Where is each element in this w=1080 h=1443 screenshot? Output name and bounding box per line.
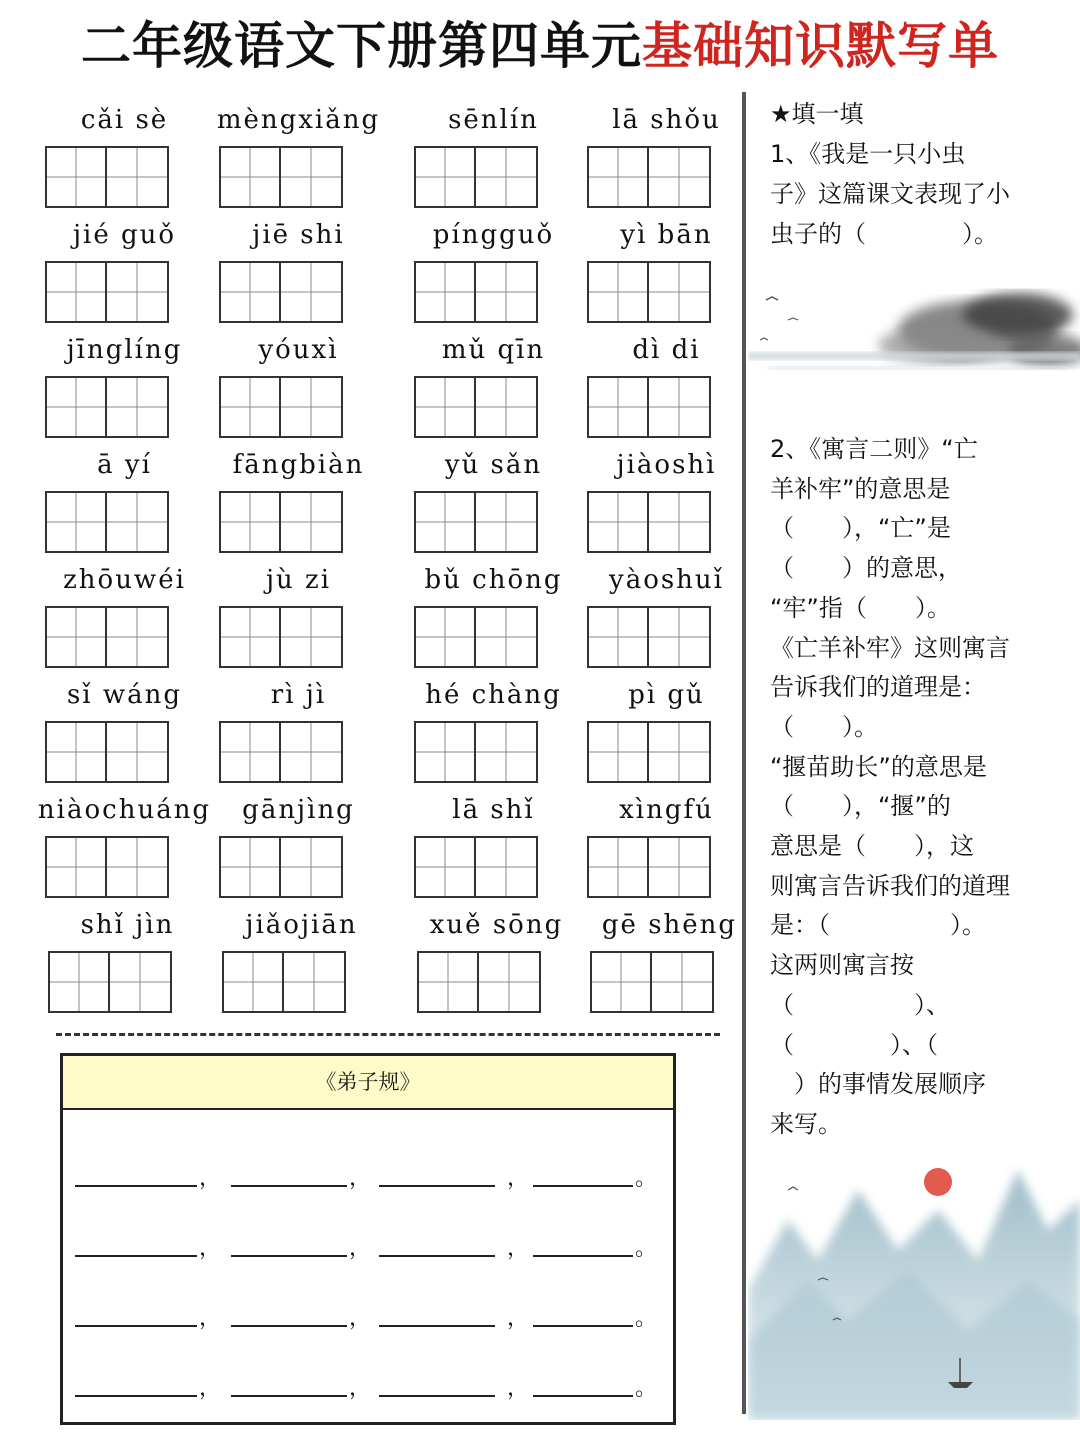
tianzige-box[interactable] [107, 491, 169, 553]
tianzige-box[interactable] [587, 721, 649, 783]
punctuation: ， [507, 1376, 530, 1401]
pinyin-label: jiē shi [252, 220, 345, 250]
tianzige-box-pair[interactable] [587, 146, 711, 208]
dashed-divider [56, 1033, 720, 1036]
tianzige-box-pair[interactable] [587, 261, 711, 323]
tianzige-box-pair[interactable] [45, 146, 169, 208]
punctuation: 。 [635, 1166, 658, 1191]
punctuation: ， [349, 1236, 372, 1261]
tianzige-box-pair[interactable] [219, 146, 343, 208]
q2-line: 《亡羊补牢》这则寓言 [770, 633, 1010, 662]
tianzige-box-pair[interactable] [587, 721, 711, 783]
tianzige-box[interactable] [107, 606, 169, 668]
q2-line: “揠苗助长”的意思是 [770, 752, 987, 781]
tianzige-box[interactable] [281, 721, 343, 783]
tianzige-box[interactable] [281, 836, 343, 898]
tianzige-box[interactable] [48, 951, 110, 1013]
pinyin-label: lā shǐ [452, 795, 535, 825]
pinyin-label: gē shēng [601, 910, 738, 940]
q2-line: （ ）。 [770, 712, 878, 741]
pinyin-label: yóuxì [258, 335, 339, 365]
q2-line: 来写。 [770, 1109, 842, 1138]
blank-line[interactable] [533, 1255, 633, 1257]
q2-line: 是：（ ）。 [770, 911, 986, 940]
q2-line: （ ），“揠”的 [770, 792, 951, 821]
pinyin-label: niàochuáng [37, 795, 212, 825]
tianzige-box[interactable] [107, 376, 169, 438]
q2-line: （ ）、（ [770, 1030, 938, 1059]
pinyin-label: xìngfú [619, 795, 714, 825]
q2-line: 告诉我们的道理是： [770, 673, 986, 702]
punctuation: 。 [635, 1236, 658, 1261]
pinyin-label: mèngxiǎng [216, 105, 381, 135]
tianzige-box-pair[interactable] [45, 261, 169, 323]
q1-line: 1、《我是一只小虫 [770, 140, 966, 168]
q2-line: ）的事情发展顺序 [770, 1070, 986, 1099]
tianzige-box[interactable] [649, 376, 711, 438]
pinyin-label: lā shǒu [612, 105, 721, 135]
pinyin-label: mǔ qīn [441, 335, 546, 365]
tianzige-box-pair[interactable] [414, 491, 538, 553]
page-title [0, 10, 1080, 82]
tianzige-box-pair[interactable] [414, 146, 538, 208]
tianzige-box[interactable] [649, 606, 711, 668]
tianzige-box-pair[interactable] [45, 836, 169, 898]
tianzige-box-pair[interactable] [414, 606, 538, 668]
pinyin-label: xuě sōng [429, 910, 564, 940]
tianzige-box[interactable] [45, 491, 107, 553]
q2-line: “牢”指（ ）。 [770, 593, 951, 622]
tianzige-box[interactable] [45, 146, 107, 208]
tianzige-box[interactable] [476, 721, 538, 783]
tianzige-box[interactable] [107, 721, 169, 783]
tianzige-box[interactable] [281, 606, 343, 668]
tianzige-box-pair[interactable] [587, 836, 711, 898]
tianzige-box-pair[interactable] [48, 951, 172, 1013]
dizigui-line [63, 1231, 663, 1261]
punctuation: ， [349, 1376, 372, 1401]
q2-line: 则寓言告诉我们的道理 [770, 871, 1010, 900]
tianzige-box[interactable] [110, 951, 172, 1013]
ink-cloud-decoration [748, 270, 1080, 400]
tianzige-box[interactable] [107, 261, 169, 323]
dizigui-line [63, 1161, 663, 1191]
q2-line: （ ）的意思， [770, 554, 962, 583]
pinyin-label: píngguǒ [432, 220, 555, 250]
dizigui-line [63, 1301, 663, 1331]
punctuation: 。 [635, 1376, 658, 1401]
tianzige-box[interactable] [587, 491, 649, 553]
tianzige-box[interactable] [417, 951, 479, 1013]
tianzige-box[interactable] [107, 146, 169, 208]
tianzige-box-pair[interactable] [219, 376, 343, 438]
tianzige-box[interactable] [649, 491, 711, 553]
tianzige-box[interactable] [414, 261, 476, 323]
pinyin-label: jié guǒ [72, 220, 177, 250]
tianzige-box-pair[interactable] [414, 721, 538, 783]
tianzige-box-pair[interactable] [219, 721, 343, 783]
pinyin-label: fāngbiàn [232, 450, 365, 480]
q2-line: 这两则寓言按 [770, 951, 914, 980]
tianzige-box[interactable] [107, 836, 169, 898]
q1-line: 虫子的（ ）。 [770, 220, 998, 248]
pinyin-label: jīnglíng [66, 335, 183, 365]
blank-line[interactable] [75, 1395, 197, 1397]
tianzige-box[interactable] [45, 261, 107, 323]
tianzige-box[interactable] [414, 376, 476, 438]
tianzige-box-pair[interactable] [414, 836, 538, 898]
tianzige-box[interactable] [587, 376, 649, 438]
tianzige-box[interactable] [649, 836, 711, 898]
blank-line[interactable] [533, 1185, 633, 1187]
punctuation: ， [199, 1236, 222, 1261]
pinyin-label: shǐ jìn [80, 910, 175, 940]
q2-line: 羊补牢”的意思是 [770, 474, 951, 503]
pinyin-label: jiàoshì [616, 450, 717, 480]
blank-line[interactable] [533, 1325, 633, 1327]
tianzige-box[interactable] [45, 376, 107, 438]
dizigui-box [60, 1053, 676, 1425]
pinyin-label: jiǎojiān [245, 910, 358, 940]
tianzige-box-pair[interactable] [590, 951, 714, 1013]
tianzige-box[interactable] [587, 606, 649, 668]
q2-section [770, 430, 1060, 1145]
pinyin-label: sǐ wáng [66, 680, 183, 710]
pinyin-label: dì di [632, 335, 701, 365]
tianzige-box-pair[interactable] [222, 951, 346, 1013]
tianzige-box-pair[interactable] [587, 606, 711, 668]
tianzige-box[interactable] [590, 951, 652, 1013]
tianzige-box-pair[interactable] [219, 491, 343, 553]
q2-line: 2、《寓言二则》“亡 [770, 435, 978, 463]
dizigui-title: 《弟子规》 [63, 1056, 673, 1110]
tianzige-box[interactable] [587, 146, 649, 208]
tianzige-box[interactable] [414, 146, 476, 208]
tianzige-box[interactable] [219, 261, 281, 323]
pinyin-label: cǎi sè [80, 105, 169, 135]
punctuation: ， [507, 1166, 530, 1191]
tianzige-box-pair[interactable] [219, 836, 343, 898]
tianzige-box[interactable] [222, 951, 284, 1013]
blank-line[interactable] [75, 1185, 197, 1187]
tianzige-box[interactable] [587, 261, 649, 323]
blank-line[interactable] [231, 1185, 347, 1187]
tianzige-box[interactable] [219, 721, 281, 783]
tianzige-box[interactable] [476, 261, 538, 323]
blank-line[interactable] [75, 1255, 197, 1257]
tianzige-box[interactable] [281, 376, 343, 438]
q2-line: 意思是（ ），这 [770, 832, 974, 861]
pinyin-label: bǔ chōng [424, 565, 563, 595]
pinyin-label: sēnlín [448, 105, 539, 135]
blank-line[interactable] [533, 1395, 633, 1397]
tianzige-box[interactable] [649, 721, 711, 783]
pinyin-label: gānjìng [242, 795, 355, 825]
tianzige-box-pair[interactable] [587, 491, 711, 553]
punctuation: ， [349, 1306, 372, 1331]
tianzige-box[interactable] [479, 951, 541, 1013]
tianzige-box[interactable] [649, 261, 711, 323]
tianzige-box[interactable] [476, 376, 538, 438]
q2-line: （ ）、 [770, 990, 950, 1019]
punctuation: ， [199, 1376, 222, 1401]
tianzige-box[interactable] [476, 146, 538, 208]
pinyin-label: ā yí [97, 450, 152, 480]
tianzige-box[interactable] [587, 836, 649, 898]
tianzige-box-pair[interactable] [45, 491, 169, 553]
tianzige-box[interactable] [219, 146, 281, 208]
tianzige-box[interactable] [414, 836, 476, 898]
tianzige-box[interactable] [414, 491, 476, 553]
tianzige-box[interactable] [45, 836, 107, 898]
pinyin-label: pì gǔ [628, 680, 705, 710]
pinyin-label: hé chàng [425, 680, 562, 710]
blank-line[interactable] [379, 1325, 495, 1327]
q1-section [770, 94, 1060, 254]
tianzige-box[interactable] [414, 606, 476, 668]
tianzige-box[interactable] [476, 836, 538, 898]
tianzige-box[interactable] [414, 721, 476, 783]
pinyin-label: yàoshuǐ [609, 565, 724, 595]
tianzige-box[interactable] [281, 491, 343, 553]
punctuation: ， [507, 1236, 530, 1261]
punctuation: 。 [635, 1306, 658, 1331]
pinyin-label: yì bān [620, 220, 713, 250]
blank-line[interactable] [231, 1395, 347, 1397]
tianzige-box-pair[interactable] [45, 376, 169, 438]
tianzige-box[interactable] [219, 836, 281, 898]
tianzige-box[interactable] [219, 606, 281, 668]
tianzige-box[interactable] [284, 951, 346, 1013]
tianzige-box[interactable] [281, 261, 343, 323]
blank-line[interactable] [379, 1185, 495, 1187]
blank-line[interactable] [231, 1325, 347, 1327]
tianzige-box[interactable] [652, 951, 714, 1013]
tianzige-box[interactable] [219, 376, 281, 438]
punctuation: ， [199, 1306, 222, 1331]
tianzige-box[interactable] [476, 491, 538, 553]
tianzige-box[interactable] [219, 491, 281, 553]
punctuation: ， [507, 1306, 530, 1331]
q2-line: （ ），“亡”是 [770, 514, 951, 543]
tianzige-box-pair[interactable] [587, 376, 711, 438]
title-part-black: 二年级语文下册第四单元 [81, 16, 642, 75]
tianzige-box-pair[interactable] [45, 721, 169, 783]
tianzige-box-pair[interactable] [45, 606, 169, 668]
punctuation: ， [199, 1166, 222, 1191]
pinyin-label: rì jì [270, 680, 327, 710]
column-divider [742, 92, 746, 1414]
pinyin-label: jù zi [265, 565, 332, 595]
pinyin-label: zhōuwéi [63, 565, 186, 595]
tianzige-box[interactable] [45, 606, 107, 668]
blank-line[interactable] [231, 1255, 347, 1257]
tianzige-box[interactable] [649, 146, 711, 208]
tianzige-box[interactable] [281, 146, 343, 208]
title-part-red: 基础知识默写单 [642, 16, 999, 75]
tianzige-box-pair[interactable] [219, 606, 343, 668]
q1-heading: ★填一填 [770, 100, 864, 128]
tianzige-box-pair[interactable] [219, 261, 343, 323]
q1-line: 子》这篇课文表现了小 [770, 180, 1010, 208]
tianzige-box[interactable] [45, 721, 107, 783]
blank-line[interactable] [379, 1255, 495, 1257]
dizigui-line [63, 1371, 663, 1401]
tianzige-box-pair[interactable] [414, 376, 538, 438]
punctuation: ， [349, 1166, 372, 1191]
tianzige-box[interactable] [476, 606, 538, 668]
tianzige-box-pair[interactable] [417, 951, 541, 1013]
ink-landscape-decoration [748, 1130, 1080, 1420]
blank-line[interactable] [379, 1395, 495, 1397]
blank-line[interactable] [75, 1325, 197, 1327]
tianzige-box-pair[interactable] [414, 261, 538, 323]
pinyin-label: yǔ sǎn [444, 450, 543, 480]
